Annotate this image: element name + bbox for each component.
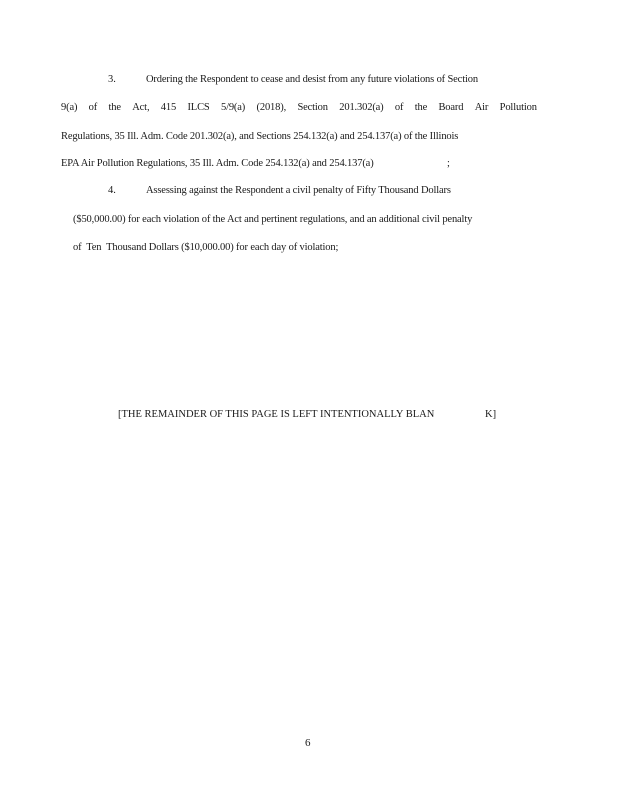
item-3-line-2-word: 5/9(a) [220,102,246,113]
item-3-line-3: Regulations, 35 Ill. Adm. Code 201.302(a), and Sections 254.132(a) and 254.137(a) of the Illinois [61,131,459,142]
item-3-line-2-word: 9(a) [61,102,78,113]
item-3-line-2-word: 201.302(a) [339,102,384,113]
item-3-line-2-word: the [108,102,121,113]
page-number: 6 [305,737,311,749]
item-3-line-2-word: ILCS [187,102,210,113]
item-4-line-1: Assessing against the Respondent a civil penalty of Fifty Thousand Dollars [146,185,451,196]
item-3-line-2-word: Section [297,102,328,113]
item-3-line-2-word: the [414,102,428,113]
item-3-line-2-word: Pollution [499,102,537,113]
item-3-line-2 [61,101,537,114]
item-3-line-4-end: ; [447,158,450,169]
item-4-line-2: ($50,000.00) for each violation of the Act and pertinent regulations, and an additional civil penalty [73,214,473,225]
item-3-line-2-word: 415 [160,102,177,113]
item-3-line-2-word: Board [438,102,464,113]
remainder-blank-notice-tail: K] [485,409,497,420]
item-3-line-2-word: (2018), [256,102,287,113]
item-3-line-4: EPA Air Pollution Regulations, 35 Ill. Adm. Code 254.132(a) and 254.137(a) [61,158,374,169]
item-3-line-1: Ordering the Respondent to cease and desist from any future violations of Section [146,74,478,85]
item-3-line-2-word: Air [474,102,489,113]
item-4-number: 4. [108,185,116,196]
item-3-line-2-word: Act, [132,102,150,113]
item-3-line-2-word: of [88,102,98,113]
item-4-line-3: of Ten Thousand Dollars ($10,000.00) for each day of violation; [73,242,339,253]
item-3-number: 3. [108,74,116,85]
remainder-blank-notice: [THE REMAINDER OF THIS PAGE IS LEFT INTENTIONALLY BLAN [118,409,435,420]
item-3-line-2-word: of [394,102,404,113]
